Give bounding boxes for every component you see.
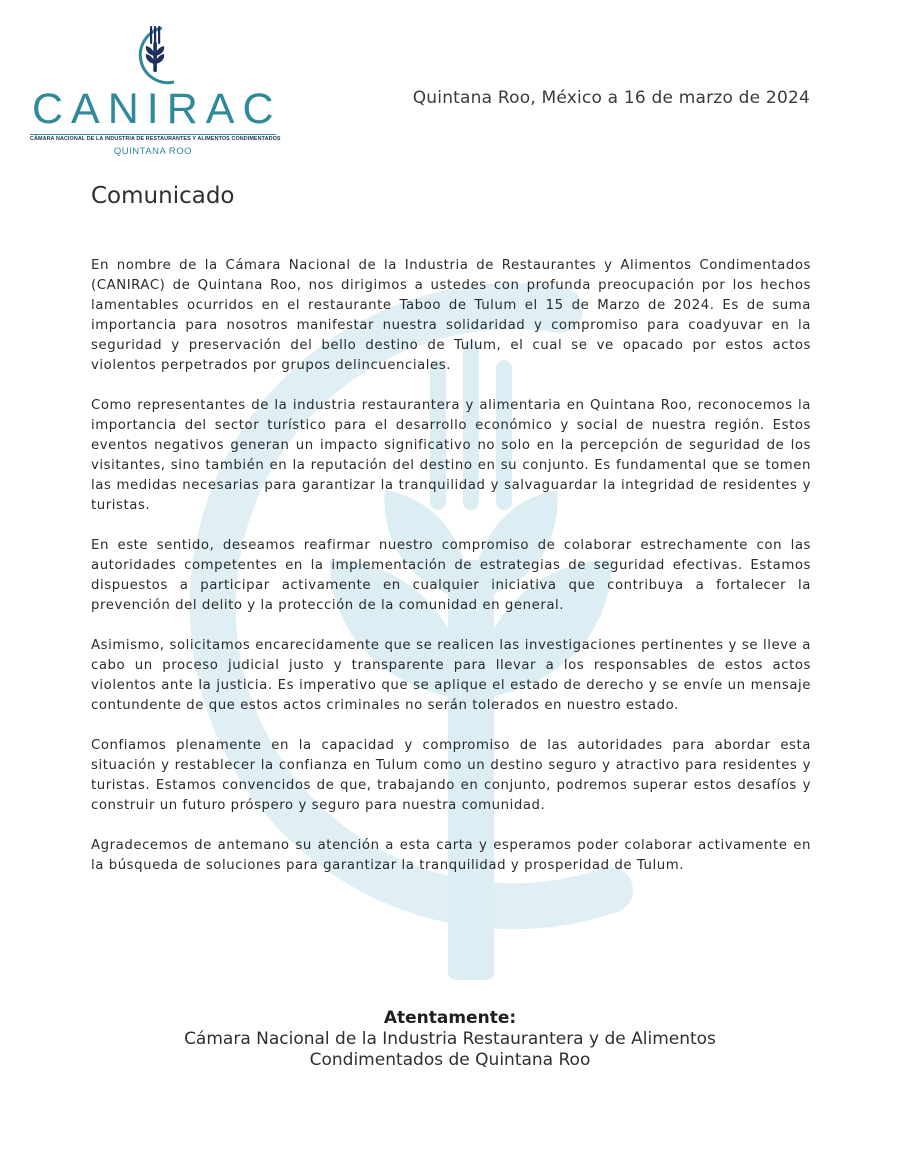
document-body: [91, 256, 811, 896]
paragraph: En este sentido, deseamos reafirmar nuestro compromiso de colaborar estrechamente con las autoridades competentes en la implementación de estrategias de seguridad efectivas. Estamos dispuestos a participar activamente en cualquier iniciativa que contribuya a fortalecer la prevención del delito y la protección de la comunidad en general.: [91, 538, 811, 613]
fork-wheat-icon: [124, 22, 194, 92]
salutation: Atentamente:: [383, 1008, 517, 1028]
document-title: Comunicado: [91, 183, 235, 209]
logo-divider: [30, 134, 276, 135]
logo-wordmark: CANIRAC: [32, 85, 282, 133]
signature-block: [0, 1008, 900, 1071]
logo-subtitle: CÁMARA NACIONAL DE LA INDUSTRIA DE RESTAURANTES Y ALIMENTOS CONDIMENTADOS: [30, 136, 281, 142]
paragraph: Como representantes de la industria restaurantera y alimentaria en Quintana Roo, reconocemos la importancia del sector turístico para el desarrollo económico y social de nuestra región. Estos eventos negativos generan un impacto significativo no solo en la percepción de seguridad de los visitantes, sino también en la reputación del destino en su conjunto. Es fundamental que se tomen las medidas necesarias para garantizar la tranquilidad y salvaguardar la integridad de residentes y turistas.: [91, 398, 811, 513]
date-line: Quintana Roo, México a 16 de marzo de 2024: [412, 88, 810, 108]
paragraph: Asimismo, solicitamos encarecidamente que se realicen las investigaciones pertinentes y se lleve a cabo un proceso judicial justo y transparente para llevar a los responsables de estos actos violentos ante la justicia. Es imperativo que se aplique el estado de derecho y se envíe un mensaje contundente de que estos actos criminales no serán tolerados en nuestro estado.: [91, 638, 811, 713]
org-name-line1: Cámara Nacional de la Industria Restaurantera y de Alimentos: [184, 1029, 716, 1049]
canirac-logo: [28, 22, 282, 157]
org-name-line2: Condimentados de Quintana Roo: [309, 1050, 591, 1070]
paragraph: Confiamos plenamente en la capacidad y compromiso de las autoridades para abordar esta situación y restablecer la confianza en Tulum como un destino seguro y atractivo para residentes y turistas. Estamos convencidos de que, trabajando en conjunto, podremos superar estos desafíos y construir un futuro próspero y seguro para nuestra comunidad.: [91, 738, 811, 813]
logo-region: QUINTANA ROO: [113, 146, 193, 157]
paragraph: En nombre de la Cámara Nacional de la Industria de Restaurantes y Alimentos Condimentados (CANIRAC) de Quintana Roo, nos dirigimos a ustedes con profunda preocupación por los hechos lamentables ocurridos en el restaurante Taboo de Tulum el 15 de Marzo de 2024. Es de suma importancia para nosotros manifestar nuestra solidaridad y compromiso para coadyuvar en la seguridad y preservación del bello destino de Tulum, el cual se ve opacado por estos actos violentos perpetrados por grupos delincuenciales.: [91, 258, 811, 373]
paragraph: Agradecemos de antemano su atención a esta carta y esperamos poder colaborar activamente en la búsqueda de soluciones para garantizar la tranquilidad y prosperidad de Tulum.: [91, 838, 811, 873]
